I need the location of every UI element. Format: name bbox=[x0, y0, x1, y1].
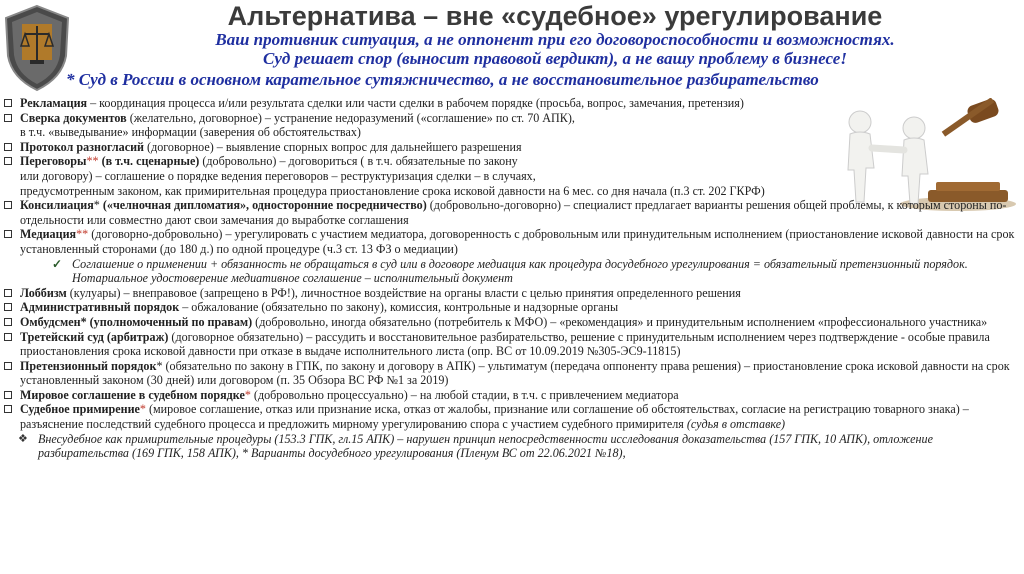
item-text: (добровольно) – договориться ( в т.ч. обязательные по закону bbox=[199, 154, 518, 169]
list-subitem bbox=[0, 257, 1022, 286]
checkbox-bullet-icon bbox=[4, 99, 12, 107]
note-text: Соглашение о применении + обязанность не обращаться в суд или в договоре медиация как процедура досудебного урегулирования = обязательный претензионный порядок. Нотариальное удостоверение медиативное соглашение – исполнительный документ bbox=[72, 256, 968, 286]
item-mark: * bbox=[139, 402, 146, 417]
diamond-bullet-icon: ❖ bbox=[18, 432, 28, 445]
checkbox-bullet-icon bbox=[4, 303, 12, 311]
list-item bbox=[0, 96, 1022, 111]
item-subtitle: (уполномоченный по правам) bbox=[86, 314, 253, 329]
footnote bbox=[0, 432, 1022, 461]
list-item bbox=[0, 169, 1022, 184]
item-mark: ** bbox=[76, 227, 89, 242]
checkbox-bullet-icon bbox=[4, 114, 12, 122]
footnote-star: * bbox=[66, 70, 75, 89]
subtitle-line-3 bbox=[66, 70, 1024, 89]
item-text: в т.ч. «выведывание» информации (заверения об обстоятельствах) bbox=[20, 125, 361, 140]
item-title: Протокол разногласий bbox=[20, 139, 145, 154]
item-title: Медиация bbox=[20, 227, 77, 242]
item-italic: (судья в отставке) bbox=[686, 417, 786, 432]
checkbox-bullet-icon bbox=[4, 318, 12, 326]
list-item bbox=[0, 198, 1022, 227]
subtitle-line-1: Ваш противник ситуация, а не оппонент при его договороспособности и возможностях. bbox=[215, 30, 895, 49]
item-text: * (обязательно по закону в ГПК, по закону и договору в АПК) – ультиматум (передача оппоненту права решения) – приостановление срока исковой давности на срок установленный законом (30 дней) или договором (п. 35 Обзора ВС РФ №1 за 2019) bbox=[20, 358, 1010, 388]
item-text: (добровольно процессуально) – на любой стадии, в т.ч. с привлечением медиатора bbox=[250, 387, 679, 402]
checkbox-bullet-icon bbox=[4, 289, 12, 297]
item-text: предусмотренным законом, как примирительная процедура приостановление срока исковой давности на 6 мес. со дня начала (п.3 ст. 202 ГКРФ) bbox=[20, 183, 765, 198]
checkbox-bullet-icon bbox=[4, 157, 12, 165]
item-title: Переговоры bbox=[20, 154, 87, 169]
list-item bbox=[0, 140, 1022, 155]
item-text: (мировое соглашение, отказ или признание иска, отказ от жалобы, признание или соглашение об обстоятельствах, согласие на регистрацию товарного знака) – разъяснение последствий судебного процесса и предложить мирному урегулированию спора с участием судебного примирителя bbox=[20, 402, 969, 432]
item-title: Мировое соглашение в судебном порядке bbox=[20, 387, 245, 402]
checkbox-bullet-icon bbox=[4, 201, 12, 209]
item-text: (договорное) – выявление спорных вопрос для дальнейшего разрешения bbox=[144, 139, 522, 154]
list-item bbox=[0, 315, 1022, 330]
item-title: Сверка документов bbox=[20, 110, 127, 125]
subtitle-line-2: Суд решает спор (выносит правовой вердикт), а не вашу проблему в бизнесе! bbox=[263, 49, 847, 68]
item-text: (желательно, договорное) – устранение недоразумений («соглашение» по ст. 70 АПК), bbox=[126, 110, 575, 125]
subtitle-line-3-text: Суд в России в основном карательное сутяжничество, а не восстановительное разбирательство bbox=[78, 70, 819, 89]
checkbox-bullet-icon bbox=[4, 405, 12, 413]
item-text: (добровольно, иногда обязательно (потребитель к МФО) – «рекомендация» и принудительным исполнением «профессионального участника» bbox=[252, 314, 988, 329]
list-item bbox=[0, 359, 1022, 388]
item-text: (договорно-добровольно) – урегулировать с участием медиатора, договоренность с добровольным или принудительным исполнением (приостановление исковой давности на срок установленный сторонами (до 180 д.) по одной процедуре (ч.3 ст. 13 ФЗ о медиации) bbox=[20, 227, 1015, 256]
list-item bbox=[0, 154, 1022, 169]
item-title: Омбудсмен bbox=[20, 314, 81, 329]
page-title: Альтернатива – вне «судебное» урегулирование bbox=[227, 1, 883, 31]
list-item bbox=[0, 184, 1022, 199]
item-text: (кулуары) – внеправовое (запрещено в РФ!), личностное воздействие на органы власти с целью принятия определенного решения bbox=[66, 285, 741, 300]
item-mark: * bbox=[80, 314, 87, 329]
checkbox-bullet-icon bbox=[4, 230, 12, 238]
item-subtitle: (в т.ч. сценарные) bbox=[98, 154, 200, 169]
checkbox-bullet-icon bbox=[4, 333, 12, 341]
list-item bbox=[0, 125, 1022, 140]
footnote-text: Внесудебное как примирительные процедуры (153.3 ГПК, гл.15 АПК) – нарушен принцип непосредственности исследования доказательства (157 ГПК, 10 АПК), отложение разбирательства (169 ГПК, 158 АПК), * Варианты досудебного урегулирования (Пленум ВС от 22.06.2021 №18), bbox=[38, 431, 933, 461]
item-text: (добровольно-договорно) – специалист предлагает варианты решения общей проблемы, к которым стороны по-отдельности или совместно дают свои замечания до выработке соглашения bbox=[20, 198, 1007, 227]
item-title: Претензионный порядок bbox=[20, 358, 157, 373]
content-list bbox=[0, 96, 1022, 461]
checkmark-icon: ✓ bbox=[52, 256, 63, 271]
scales-of-justice-emblem-icon bbox=[2, 4, 72, 92]
list-item bbox=[0, 300, 1022, 315]
item-mark: * bbox=[244, 387, 251, 402]
item-mark: * bbox=[93, 198, 100, 213]
checkbox-bullet-icon bbox=[4, 391, 12, 399]
list-item bbox=[0, 402, 1022, 431]
list-item bbox=[0, 111, 1022, 126]
item-title: Рекламация bbox=[20, 96, 88, 110]
list-item bbox=[0, 286, 1022, 301]
list-item bbox=[0, 388, 1022, 403]
item-text: (договорное обязательно) – рассудить и восстановительное разбирательство, решение с принудительным исполнением через подтверждение - особые правила приостановления срока исковой давности при отказе в выдаче исполнительного листа (опр. ВС от 10.09.2019 №305-ЭС9-11815) bbox=[20, 329, 990, 359]
item-subtitle: («челночная дипломатия», односторонние посредничество) bbox=[99, 198, 427, 213]
item-title: Консилиация bbox=[20, 198, 94, 213]
item-title: Административный порядок bbox=[20, 300, 180, 315]
checkbox-bullet-icon bbox=[4, 143, 12, 151]
list-item bbox=[0, 227, 1022, 256]
item-text: – координация процесса и/или результата сделки или части сделки в рабочем порядке (просьба, вопрос, замечания, претензия) bbox=[87, 96, 744, 110]
item-text: или договору) – соглашение о порядке ведения переговоров – реструктуризация сделки – в случаях, bbox=[20, 168, 536, 183]
item-mark: ** bbox=[86, 154, 99, 169]
item-title: Третейский суд (арбитраж) bbox=[20, 329, 169, 344]
list-item bbox=[0, 330, 1022, 359]
item-title: Судебное примирение bbox=[20, 402, 140, 417]
item-title: Лоббизм bbox=[20, 285, 67, 300]
checkbox-bullet-icon bbox=[4, 362, 12, 370]
item-text: – обжалование (обязательно по закону), комиссия, контрольные и надзорные органы bbox=[179, 300, 619, 315]
